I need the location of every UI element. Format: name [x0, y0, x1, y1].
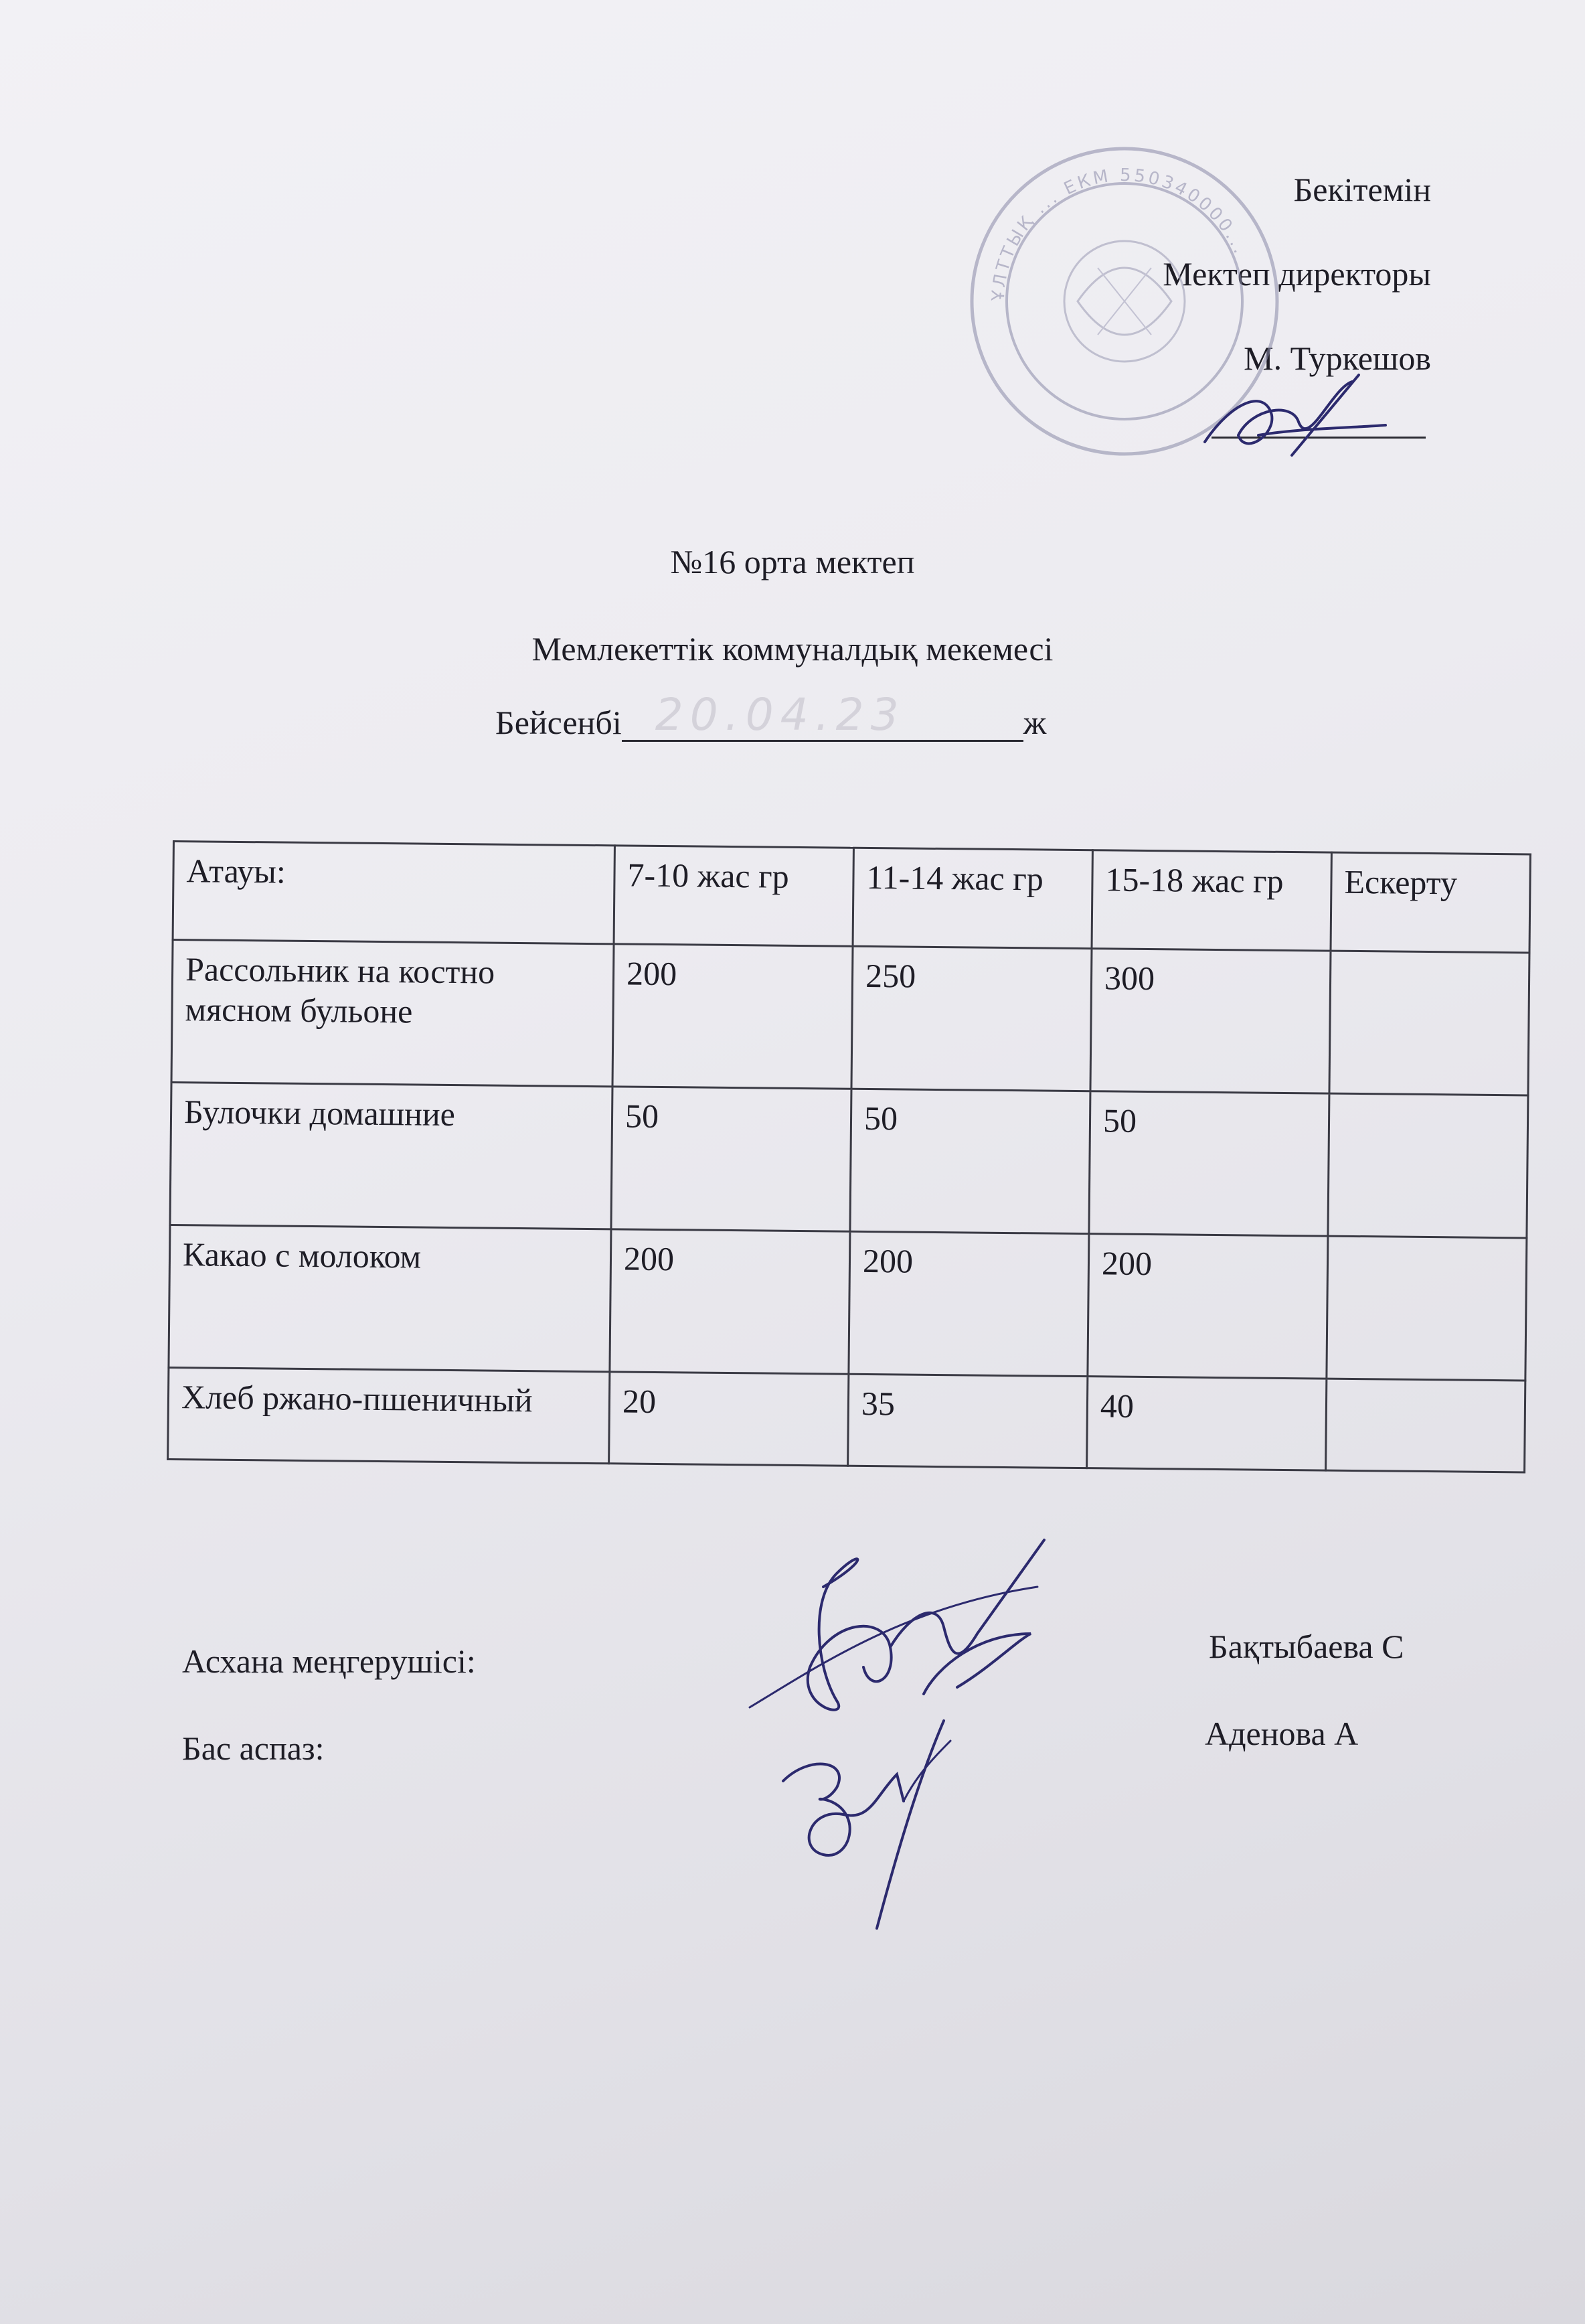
- school-name: №16 орта мектеп: [670, 543, 915, 580]
- header-name: Атауы:: [173, 842, 614, 944]
- approval-position: Мектеп директоры: [1163, 255, 1431, 293]
- handwritten-date: 20.04.23: [655, 689, 906, 741]
- menu-table: [167, 840, 1531, 1473]
- dish-name: Какао с молоком: [169, 1225, 611, 1371]
- header-age-11-14: 11-14 жас гр: [853, 848, 1092, 948]
- table-row: [169, 1225, 1527, 1380]
- chef-signature: [770, 1714, 991, 1935]
- approval-title: Бекітемін: [1293, 171, 1431, 208]
- dish-name: Хлеб ржано-пшеничный: [168, 1367, 610, 1463]
- portion-11-14: 200: [849, 1231, 1089, 1376]
- portion-15-18: 200: [1088, 1234, 1328, 1379]
- chef-label: Бас аспаз:: [182, 1729, 325, 1767]
- date-field: [622, 689, 1023, 742]
- table-header-row: [173, 842, 1530, 953]
- portion-7-10: 200: [612, 944, 853, 1089]
- portion-11-14: 35: [848, 1374, 1088, 1468]
- table-row: [168, 1367, 1525, 1472]
- year-suffix: ж: [1023, 704, 1047, 741]
- director-signature: [1191, 362, 1392, 482]
- institution-name: Мемлекеттік коммуналдық мекемесі: [531, 630, 1054, 668]
- header-age-15-18: 15-18 жас гр: [1092, 850, 1331, 951]
- kitchen-head-signature: [736, 1533, 1084, 1721]
- portion-7-10: 50: [611, 1087, 851, 1231]
- note-cell: [1327, 1236, 1527, 1381]
- portion-11-14: 250: [851, 946, 1092, 1091]
- portion-15-18: 50: [1089, 1091, 1329, 1236]
- approval-director-name: М. Туркешов: [1244, 339, 1431, 377]
- note-cell: [1326, 1379, 1525, 1472]
- svg-text:ҰЛТТЫҚ ... ЕКМ 550340000...: [989, 165, 1251, 303]
- portion-7-10: 200: [610, 1229, 850, 1374]
- portion-7-10: 20: [609, 1372, 849, 1466]
- portion-11-14: 50: [850, 1089, 1090, 1233]
- note-cell: [1329, 951, 1529, 1095]
- portion-15-18: 40: [1087, 1377, 1327, 1470]
- kitchen-head-name: Бақтыбаева С: [1209, 1628, 1404, 1665]
- header-age-7-10: 7-10 жас гр: [614, 846, 853, 946]
- date-row: [495, 689, 1047, 742]
- portion-15-18: 300: [1090, 949, 1331, 1093]
- kitchen-head-label: Асхана меңгерушісі:: [182, 1642, 476, 1680]
- stamp-text: ҰЛТТЫҚ ... ЕКМ 550340000...: [988, 165, 1251, 302]
- chef-name: Аденова А: [1205, 1715, 1359, 1752]
- dish-name: Рассольник на костно мясном бульоне: [171, 940, 614, 1087]
- day-label: Бейсенбі: [495, 704, 622, 741]
- table-row: [170, 1082, 1528, 1237]
- header-note: Ескерту: [1331, 852, 1530, 953]
- note-cell: [1328, 1093, 1528, 1238]
- dish-name: Булочки домашние: [170, 1082, 612, 1229]
- table-row: [171, 940, 1529, 1095]
